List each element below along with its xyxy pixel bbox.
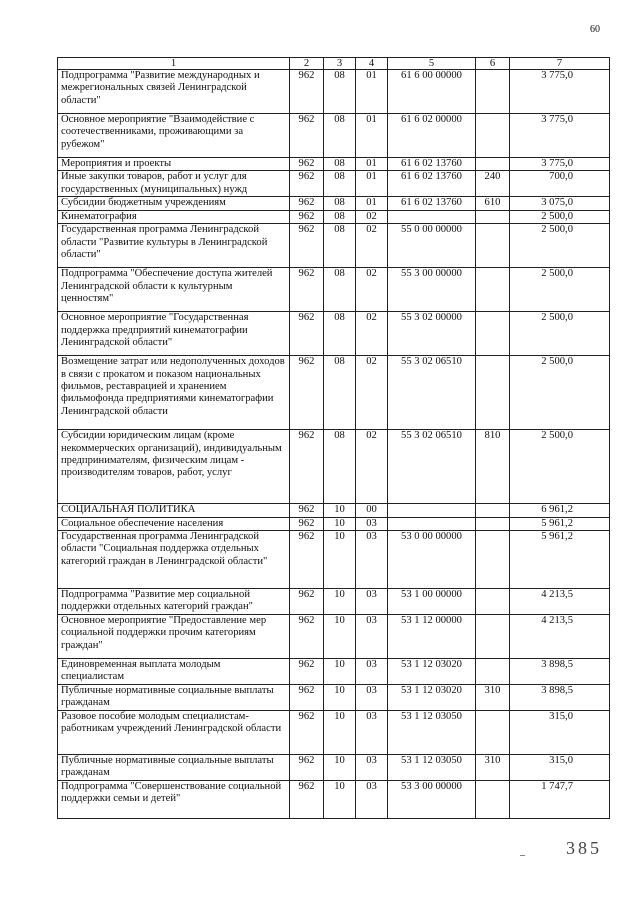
table-row [58,615,610,659]
row-target-article: 55 3 00 00000 [388,268,476,312]
row-admin-code: 962 [290,197,324,210]
row-expense-type: 310 [476,755,510,781]
row-target-article: 53 1 12 03020 [388,685,476,711]
row-subsection: 01 [356,114,388,158]
row-amount: 4 213,5 [510,589,610,615]
row-name: Подпрограмма "Развитие международных и межрегиональных связей Ленинградской области" [58,70,290,114]
row-target-article: 53 1 12 03020 [388,659,476,685]
row-subsection: 02 [356,312,388,356]
row-expense-type [476,312,510,356]
row-target-article [388,210,476,223]
handwritten-page-number: 385 [566,838,602,858]
row-admin-code: 962 [290,312,324,356]
row-subsection: 02 [356,356,388,430]
row-name: Основное мероприятие "Предоставление мер социальной поддержки прочим категориям граждан" [58,615,290,659]
table-row [58,589,610,615]
row-subsection: 03 [356,531,388,589]
row-admin-code: 962 [290,781,324,819]
table-row [58,210,610,223]
row-section: 08 [324,224,356,268]
column-header: 1 [58,58,290,70]
row-name: Основное мероприятие "Взаимодействие с соотечественниками, проживающими за рубежом" [58,114,290,158]
row-target-article: 61 6 02 13760 [388,197,476,210]
table-row [58,268,610,312]
row-subsection: 01 [356,171,388,197]
table-row [58,504,610,517]
column-header: 5 [388,58,476,70]
row-amount: 2 500,0 [510,430,610,504]
row-amount: 2 500,0 [510,224,610,268]
budget-table [57,57,610,819]
row-subsection: 03 [356,781,388,819]
row-expense-type: 310 [476,685,510,711]
row-section: 08 [324,268,356,312]
row-section: 10 [324,685,356,711]
row-admin-code: 962 [290,158,324,171]
row-section: 08 [324,197,356,210]
row-amount: 315,0 [510,711,610,755]
row-admin-code: 962 [290,430,324,504]
row-subsection: 03 [356,755,388,781]
row-expense-type [476,356,510,430]
row-subsection: 01 [356,197,388,210]
row-name: Мероприятия и проекты [58,158,290,171]
row-amount: 2 500,0 [510,268,610,312]
row-name: СОЦИАЛЬНАЯ ПОЛИТИКА [58,504,290,517]
row-name: Субсидии бюджетным учреждениям [58,197,290,210]
row-expense-type [476,781,510,819]
row-admin-code: 962 [290,70,324,114]
row-target-article: 61 6 02 00000 [388,114,476,158]
row-section: 10 [324,504,356,517]
table-row [58,158,610,171]
table-row [58,224,610,268]
row-admin-code: 962 [290,685,324,711]
row-expense-type: 810 [476,430,510,504]
row-name: Подпрограмма "Обеспечение доступа жителей Ленинградской области к культурным ценностям" [58,268,290,312]
row-name: Разовое пособие молодым специалистам-работникам учреждений Ленинградской области [58,711,290,755]
row-subsection: 02 [356,268,388,312]
row-subsection: 00 [356,504,388,517]
row-name: Возмещение затрат или недополученных доходов в связи с прокатом и показом национальных фильмов, реставрацией и хранением фильмофонда предприятиями кинематографии Ленинградской области [58,356,290,430]
row-section: 08 [324,356,356,430]
row-section: 10 [324,589,356,615]
row-section: 10 [324,517,356,530]
row-amount: 2 500,0 [510,312,610,356]
row-target-article: 53 0 00 00000 [388,531,476,589]
row-name: Субсидии юридическим лицам (кроме некоммерческих организаций), индивидуальным предпринимателям, физическим лицам - производителям товаров, работ, услуг [58,430,290,504]
row-admin-code: 962 [290,615,324,659]
row-name: Государственная программа Ленинградской области "Социальная поддержка отдельных категорий граждан в Ленинградской области" [58,531,290,589]
row-section: 10 [324,781,356,819]
row-target-article: 53 1 12 03050 [388,755,476,781]
row-subsection: 03 [356,659,388,685]
row-amount: 3 775,0 [510,70,610,114]
row-amount: 5 961,2 [510,531,610,589]
row-section: 10 [324,659,356,685]
table-row [58,197,610,210]
row-name: Кинематография [58,210,290,223]
row-amount: 3 075,0 [510,197,610,210]
row-admin-code: 962 [290,659,324,685]
table-row [58,685,610,711]
row-target-article: 61 6 02 13760 [388,158,476,171]
row-subsection: 03 [356,615,388,659]
row-section: 08 [324,158,356,171]
row-admin-code: 962 [290,210,324,223]
row-target-article: 53 1 12 03050 [388,711,476,755]
column-header: 3 [324,58,356,70]
row-target-article: 55 3 02 00000 [388,312,476,356]
row-section: 08 [324,171,356,197]
row-admin-code: 962 [290,114,324,158]
row-expense-type [476,268,510,312]
row-expense-type [476,224,510,268]
table-row [58,659,610,685]
row-amount: 3 898,5 [510,659,610,685]
row-name: Подпрограмма "Развитие мер социальной поддержки отдельных категорий граждан" [58,589,290,615]
row-expense-type [476,70,510,114]
row-amount: 2 500,0 [510,210,610,223]
table-row [58,356,610,430]
row-subsection: 03 [356,589,388,615]
column-header: 6 [476,58,510,70]
table-row [58,755,610,781]
row-subsection: 03 [356,685,388,711]
row-subsection: 03 [356,517,388,530]
row-expense-type [476,659,510,685]
row-target-article: 61 6 00 00000 [388,70,476,114]
row-admin-code: 962 [290,504,324,517]
row-target-article: 61 6 02 13760 [388,171,476,197]
row-admin-code: 962 [290,224,324,268]
row-amount: 6 961,2 [510,504,610,517]
row-subsection: 02 [356,224,388,268]
row-section: 08 [324,430,356,504]
row-amount: 2 500,0 [510,356,610,430]
table-row [58,70,610,114]
column-header: 4 [356,58,388,70]
row-target-article [388,517,476,530]
row-subsection: 02 [356,210,388,223]
row-expense-type: 240 [476,171,510,197]
row-admin-code: 962 [290,711,324,755]
row-target-article: 53 3 00 00000 [388,781,476,819]
row-section: 08 [324,114,356,158]
row-amount: 315,0 [510,755,610,781]
row-section: 10 [324,531,356,589]
row-target-article [388,504,476,517]
row-amount: 4 213,5 [510,615,610,659]
row-admin-code: 962 [290,171,324,197]
row-admin-code: 962 [290,531,324,589]
row-expense-type [476,210,510,223]
row-expense-type [476,504,510,517]
row-expense-type [476,114,510,158]
row-subsection: 01 [356,158,388,171]
row-name: Государственная программа Ленинградской области "Развитие культуры в Ленинградской области" [58,224,290,268]
row-name: Основное мероприятие "Государственная поддержка предприятий кинематографии Ленинградской области" [58,312,290,356]
row-amount: 3 775,0 [510,114,610,158]
column-header: 7 [510,58,610,70]
row-name: Социальное обеспечение населения [58,517,290,530]
row-expense-type [476,589,510,615]
row-subsection: 01 [356,70,388,114]
row-expense-type [476,615,510,659]
row-amount: 3 775,0 [510,158,610,171]
row-name: Подпрограмма "Совершенствование социальной поддержки семьи и детей" [58,781,290,819]
row-amount: 700,0 [510,171,610,197]
row-target-article: 53 1 00 00000 [388,589,476,615]
table-row [58,781,610,819]
footer-mark: – [520,850,525,861]
row-target-article: 55 0 00 00000 [388,224,476,268]
row-expense-type [476,711,510,755]
table-row [58,531,610,589]
row-expense-type: 610 [476,197,510,210]
row-amount: 3 898,5 [510,685,610,711]
row-amount: 5 961,2 [510,517,610,530]
row-admin-code: 962 [290,268,324,312]
row-expense-type [476,517,510,530]
row-admin-code: 962 [290,517,324,530]
row-admin-code: 962 [290,356,324,430]
table-row [58,517,610,530]
row-name: Иные закупки товаров, работ и услуг для государственных (муниципальных) нужд [58,171,290,197]
row-target-article: 53 1 12 00000 [388,615,476,659]
page-number: 60 [590,24,600,35]
row-name: Единовременная выплата молодым специалистам [58,659,290,685]
row-expense-type [476,531,510,589]
table-row [58,430,610,504]
table-row [58,711,610,755]
table-header-row [58,58,610,70]
row-section: 10 [324,711,356,755]
row-subsection: 03 [356,711,388,755]
row-target-article: 55 3 02 06510 [388,430,476,504]
table-row [58,114,610,158]
table-row [58,171,610,197]
column-header: 2 [290,58,324,70]
table-row [58,312,610,356]
row-name: Публичные нормативные социальные выплаты гражданам [58,685,290,711]
row-section: 10 [324,615,356,659]
row-amount: 1 747,7 [510,781,610,819]
row-name: Публичные нормативные социальные выплаты гражданам [58,755,290,781]
row-section: 08 [324,70,356,114]
row-section: 08 [324,210,356,223]
row-section: 10 [324,755,356,781]
row-expense-type [476,158,510,171]
row-subsection: 02 [356,430,388,504]
row-target-article: 55 3 02 06510 [388,356,476,430]
row-admin-code: 962 [290,755,324,781]
row-admin-code: 962 [290,589,324,615]
row-section: 08 [324,312,356,356]
